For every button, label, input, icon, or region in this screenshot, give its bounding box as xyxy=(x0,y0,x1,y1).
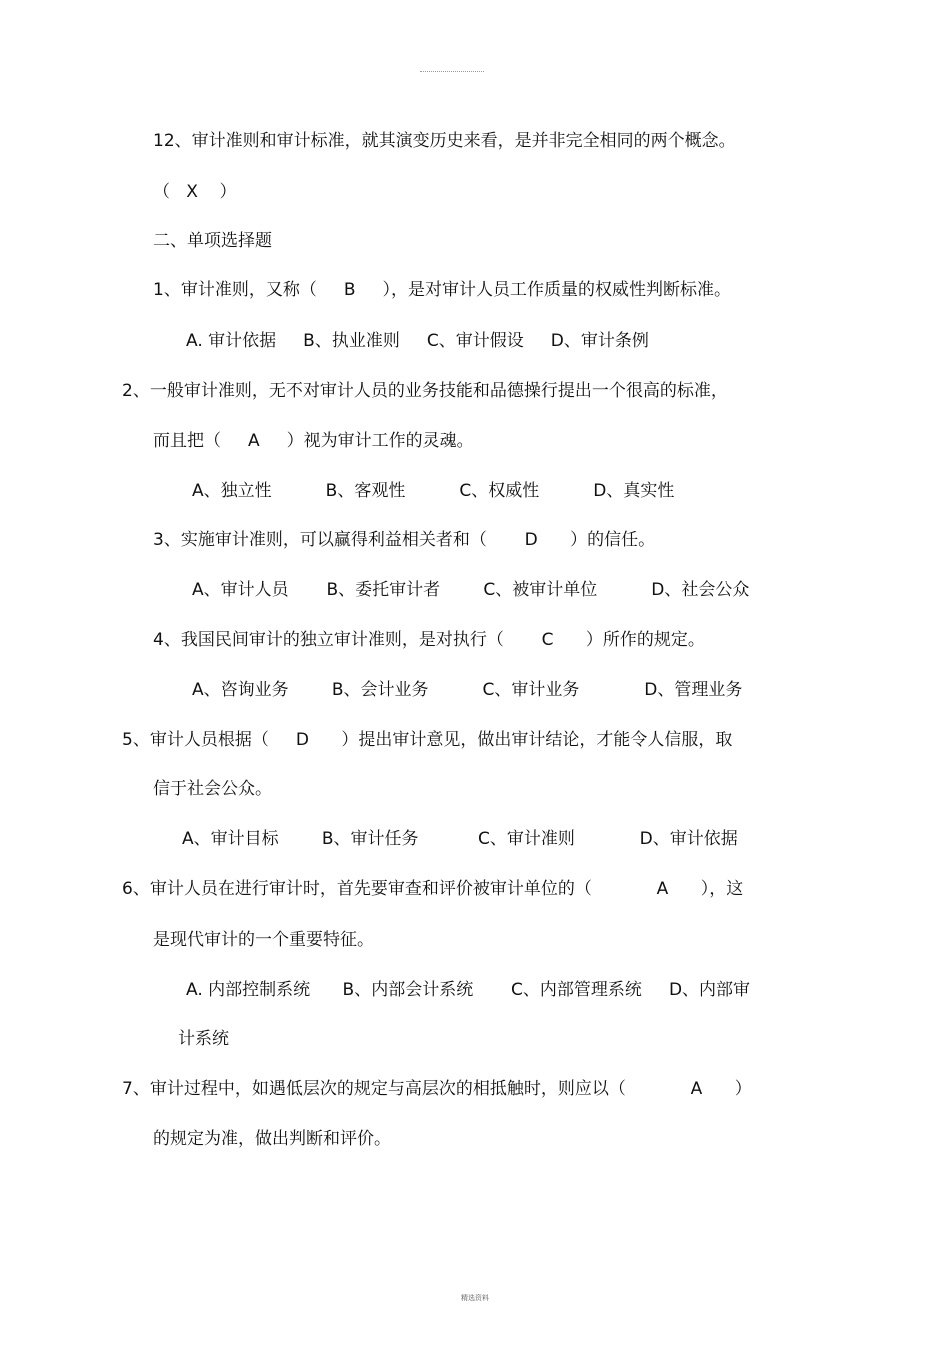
question-5-cont: 信于社会公众。 xyxy=(153,779,272,799)
header-rule xyxy=(420,71,484,72)
question-6-cont: 是现代审计的一个重要特征。 xyxy=(153,930,374,950)
options-6-cont: 计系统 xyxy=(178,1029,229,1049)
question-1: 1、审计准则，又称（ B ），是对审计人员工作质量的权威性判断标准。 xyxy=(153,280,732,300)
question-2-cont: 而且把（ A ）视为审计工作的灵魂。 xyxy=(153,431,474,451)
answer-12: （ X ） xyxy=(153,182,237,202)
options-4: A、咨询业务 B、会计业务 C、审计业务 D、管理业务 xyxy=(192,680,743,700)
question-2: 2、一般审计准则，无不对审计人员的业务技能和品德操行提出一个很高的标准， xyxy=(122,381,728,401)
options-2: A、独立性 B、客观性 C、权威性 D、真实性 xyxy=(192,481,675,501)
options-3: A、审计人员 B、委托审计者 C、被审计单位 D、社会公众 xyxy=(192,580,750,600)
question-5: 5、审计人员根据（ D ）提出审计意见，做出审计结论，才能令人信服，取 xyxy=(122,730,733,750)
question-6: 6、审计人员在进行审计时，首先要审查和评价被审计单位的（ A ），这 xyxy=(122,879,744,899)
options-1: A. 审计依据 B、执业准则 C、审计假设 D、审计条例 xyxy=(186,331,649,351)
options-5: A、审计目标 B、审计任务 C、审计准则 D、审计依据 xyxy=(182,829,738,849)
page-footer: 精选资料 xyxy=(461,1294,489,1302)
section-heading: 二、单项选择题 xyxy=(153,231,272,251)
options-6: A. 内部控制系统 B、内部会计系统 C、内部管理系统 D、内部审 xyxy=(186,980,751,1000)
question-3: 3、实施审计准则，可以赢得利益相关者和（ D ）的信任。 xyxy=(153,530,656,550)
statement-12: 12、审计准则和审计标准，就其演变历史来看，是并非完全相同的两个概念。 xyxy=(153,131,736,151)
question-7-cont: 的规定为准，做出判断和评价。 xyxy=(153,1129,391,1149)
question-7: 7、审计过程中，如遇低层次的规定与高层次的相抵触时，则应以（ A ） xyxy=(122,1079,752,1099)
question-4: 4、我国民间审计的独立审计准则，是对执行（ C ）所作的规定。 xyxy=(153,630,705,650)
